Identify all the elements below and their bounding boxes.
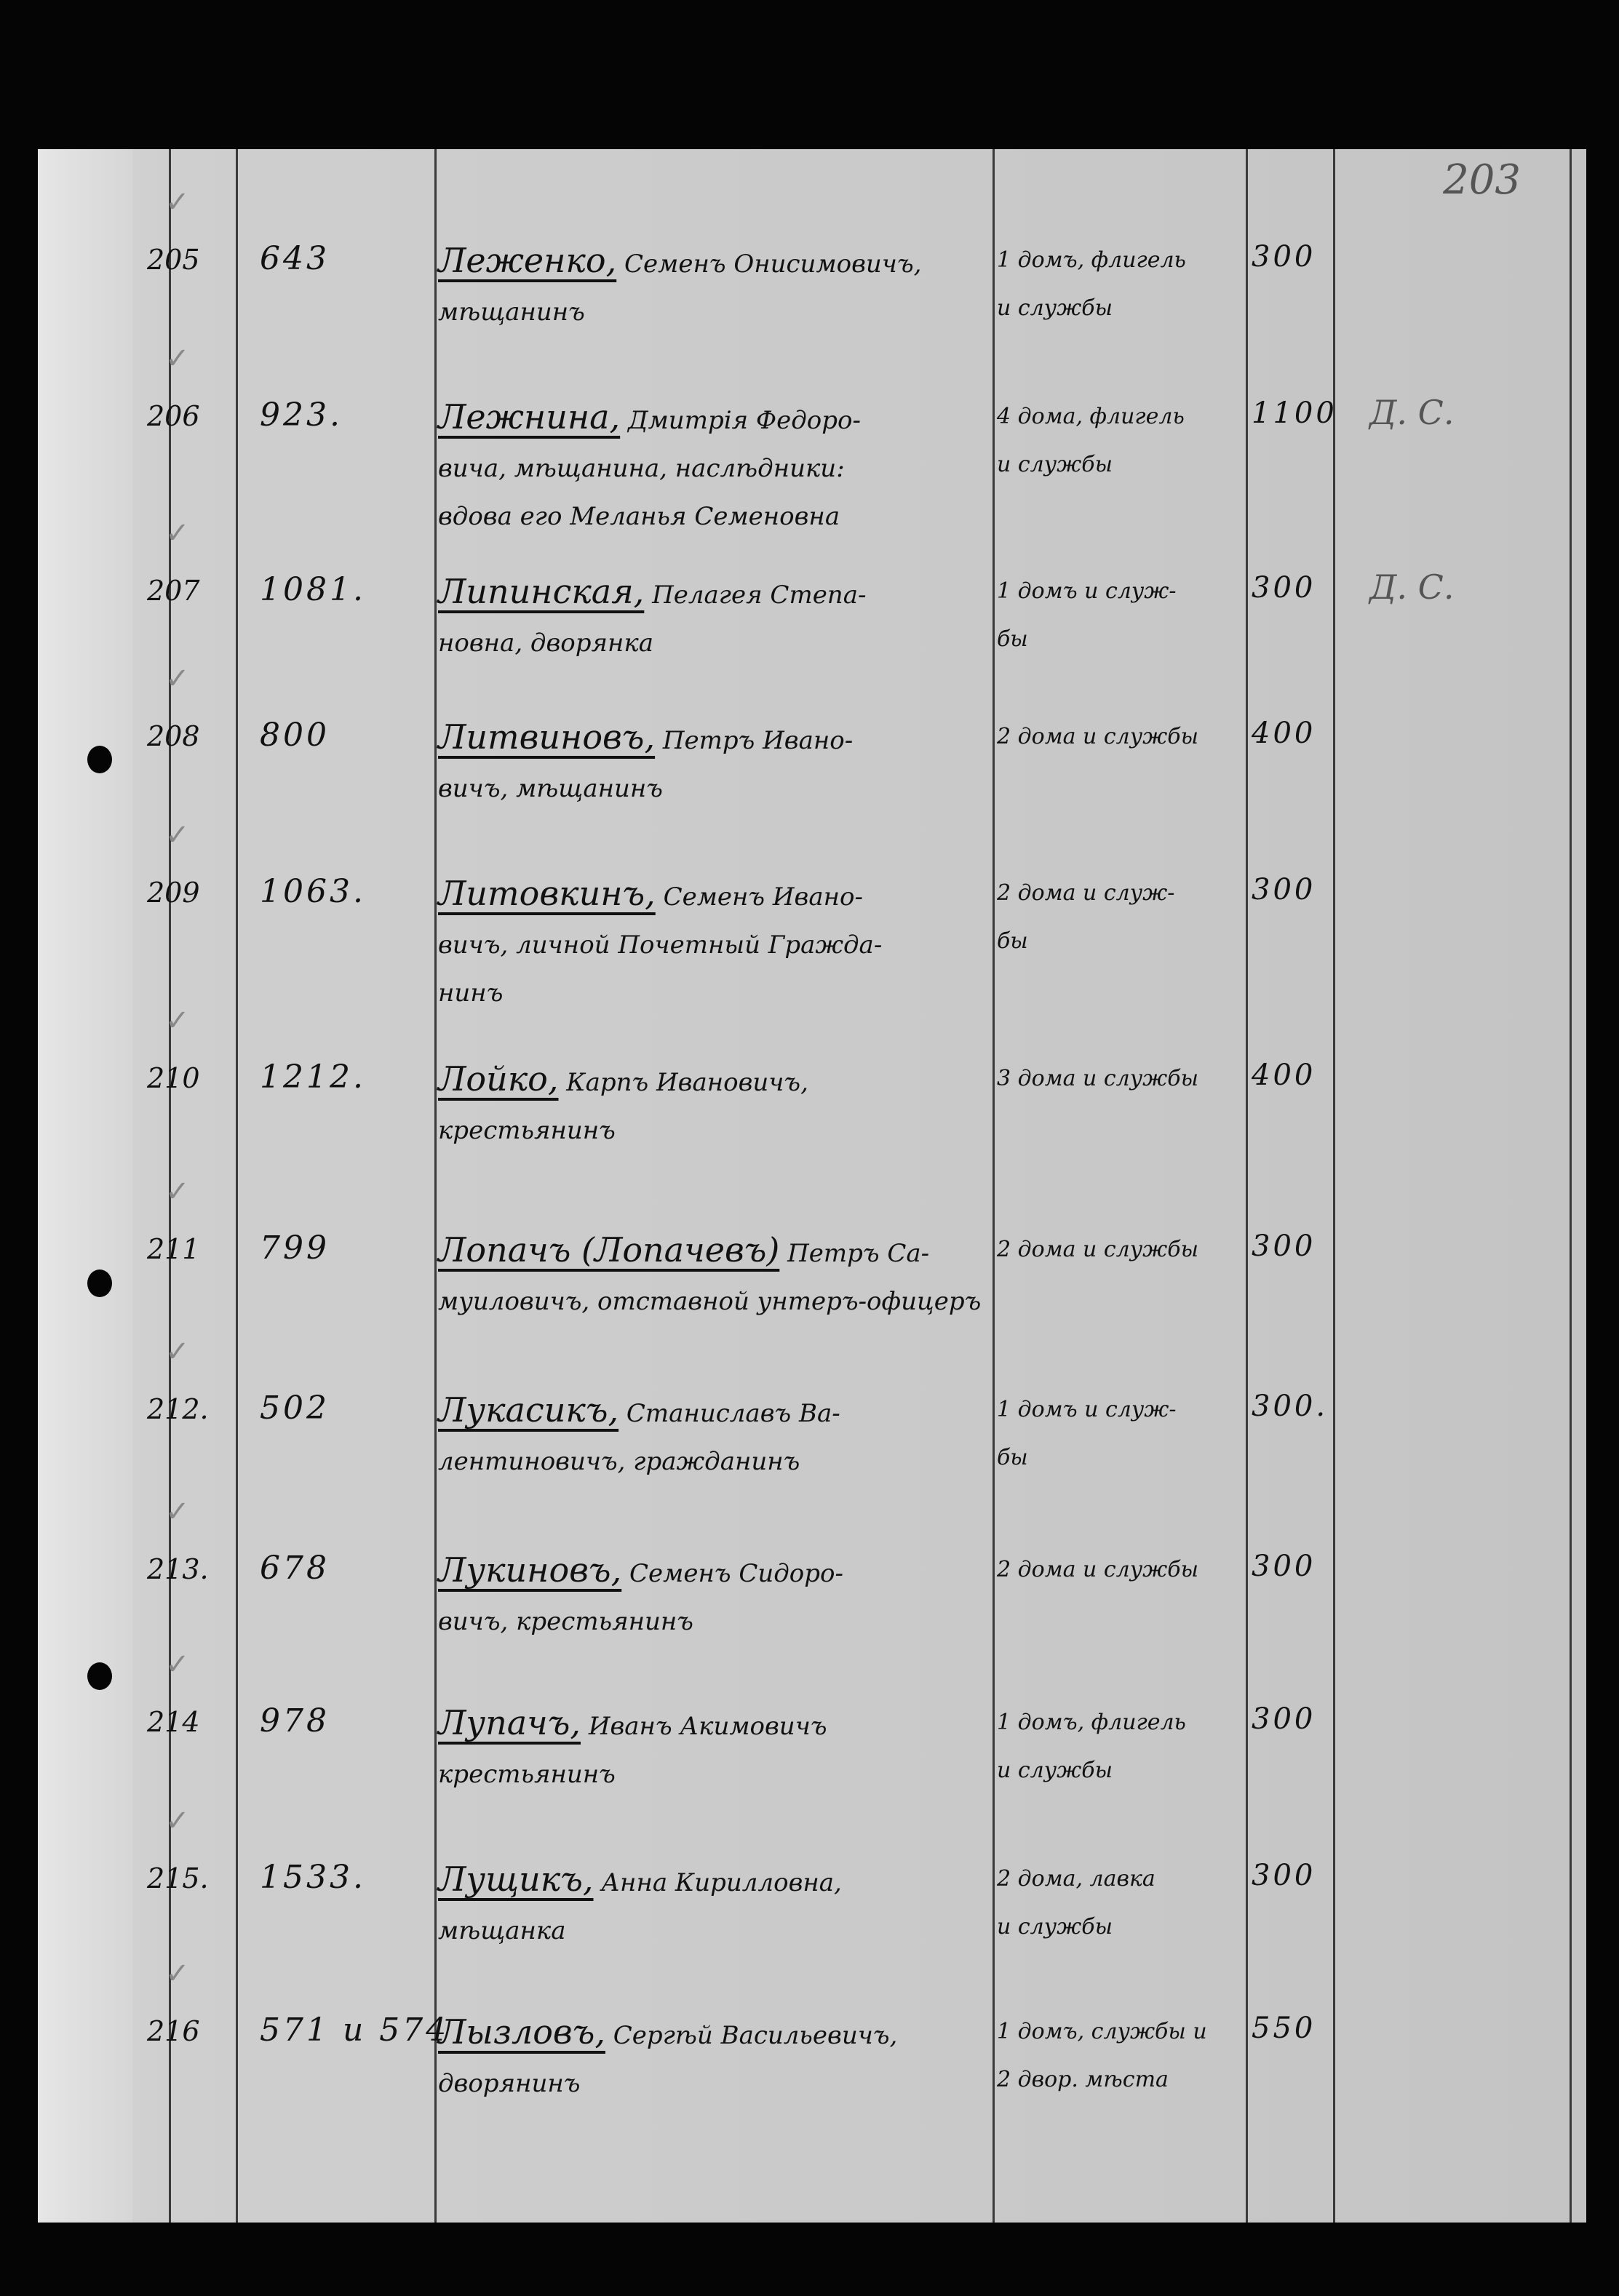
record-id: 1212. xyxy=(260,1059,366,1096)
property-line: 4 дома, флигель xyxy=(997,404,1185,429)
record-id: 502 xyxy=(260,1390,330,1427)
property-description xyxy=(997,2008,1237,2104)
owner-surname: Леженко, xyxy=(438,241,617,280)
property-line: 2 дома и службы xyxy=(997,1557,1199,1582)
column-rule-6 xyxy=(1333,149,1335,2223)
document-page xyxy=(38,149,1586,2223)
column-rule-2 xyxy=(236,149,238,2223)
check-mark-icon: ✓ xyxy=(165,342,190,375)
entry-number: 212. xyxy=(147,1393,209,1425)
margin-note: Д. С. xyxy=(1369,393,1455,432)
owner-given-name: Семенъ Ивано- xyxy=(655,882,863,912)
owner-given-name: Петръ Ивано- xyxy=(655,726,854,755)
owner-given-name: Петръ Са- xyxy=(779,1239,930,1268)
owner-surname: Лопачъ (Лопачевъ) xyxy=(438,1230,780,1269)
entry-number: 207 xyxy=(147,575,200,607)
record-id: 923. xyxy=(260,396,343,434)
assessed-value: 400 xyxy=(1252,717,1316,750)
owner-name xyxy=(438,567,1027,667)
owner-given-name: Анна Кирилловна, xyxy=(593,1868,842,1897)
record-id: 799 xyxy=(260,1229,330,1267)
property-line: 2 дома и служ- xyxy=(997,880,1175,906)
assessed-value: 300 xyxy=(1252,1702,1316,1736)
entry-number: 205 xyxy=(147,244,200,276)
owner-name xyxy=(438,869,1027,1017)
owner-surname: Лойко, xyxy=(438,1059,559,1099)
owner-name-line: вича, мѣщанина, наслѣдники: xyxy=(438,454,845,483)
property-description xyxy=(997,1055,1237,1103)
assessed-value: 300 xyxy=(1252,240,1316,274)
check-mark-icon: ✓ xyxy=(165,1648,190,1681)
column-rule-7 xyxy=(1570,149,1572,2223)
property-line: 1 домъ, флигель xyxy=(997,1710,1186,1735)
owner-surname: Лущикъ, xyxy=(438,1859,594,1899)
entry-number: 210 xyxy=(147,1062,200,1094)
owner-given-name: Карпъ Ивановичъ, xyxy=(558,1068,808,1097)
entry-number: 209 xyxy=(147,877,200,909)
owner-name-line: вдова его Меланья Семеновна xyxy=(438,502,840,531)
entry-number: 213. xyxy=(147,1553,209,1585)
record-id: 678 xyxy=(260,1550,330,1587)
record-id: 1533. xyxy=(260,1859,366,1896)
owner-given-name: Пелагея Степа- xyxy=(644,581,867,610)
owner-name-line: нинъ xyxy=(438,978,504,1008)
property-description xyxy=(997,1226,1237,1274)
property-line: бы xyxy=(997,1445,1028,1470)
owner-name xyxy=(438,1546,1027,1646)
check-mark-icon: ✓ xyxy=(165,1957,190,1990)
check-mark-icon: ✓ xyxy=(165,1495,190,1528)
check-mark-icon: ✓ xyxy=(165,818,190,852)
owner-surname: Лукиновъ, xyxy=(438,1550,622,1590)
assessed-value: 300 xyxy=(1252,1859,1316,1892)
owner-surname: Лежнина, xyxy=(438,397,621,437)
property-line: 2 двор. мѣста xyxy=(997,2067,1169,2092)
owner-name xyxy=(438,1386,1027,1486)
check-mark-icon: ✓ xyxy=(165,662,190,695)
property-description xyxy=(997,1855,1237,1951)
owner-name-line: крестьянинъ xyxy=(438,1760,616,1789)
entry-number: 208 xyxy=(147,720,200,752)
record-id: 643 xyxy=(260,240,330,277)
owner-name-line: вичъ, личной Почетный Гражда- xyxy=(438,930,883,960)
owner-given-name: Семенъ Сидоро- xyxy=(621,1559,843,1588)
owner-name xyxy=(438,1055,1027,1155)
owner-name xyxy=(438,1226,1027,1326)
check-mark-icon: ✓ xyxy=(165,1175,190,1208)
record-id: 978 xyxy=(260,1702,330,1739)
check-mark-icon: ✓ xyxy=(165,517,190,550)
owner-given-name: Иванъ Акимовичъ xyxy=(581,1712,827,1741)
property-description xyxy=(997,236,1237,332)
property-line: и службы xyxy=(997,295,1113,321)
page-number: 203 xyxy=(1443,156,1521,204)
check-mark-icon: ✓ xyxy=(165,1335,190,1368)
owner-name-line: лентиновичъ, гражданинъ xyxy=(438,1447,800,1476)
property-line: 2 дома, лавка xyxy=(997,1866,1155,1892)
property-description xyxy=(997,713,1237,761)
property-line: 3 дома и службы xyxy=(997,1066,1199,1091)
property-line: 1 домъ и служ- xyxy=(997,578,1177,604)
property-description xyxy=(997,869,1237,965)
owner-name xyxy=(438,1855,1027,1955)
record-id: 1063. xyxy=(260,873,366,910)
assessed-value: 300. xyxy=(1252,1390,1329,1423)
property-line: и службы xyxy=(997,1758,1113,1783)
owner-name xyxy=(438,236,1027,336)
property-line: и службы xyxy=(997,1914,1113,1940)
property-line: бы xyxy=(997,928,1028,954)
check-mark-icon: ✓ xyxy=(165,1804,190,1838)
owner-given-name: Сергѣй Васильевичъ, xyxy=(605,2021,898,2050)
assessed-value: 550 xyxy=(1252,2012,1316,2045)
entry-number: 211 xyxy=(147,1233,200,1265)
owner-surname: Лукасикъ, xyxy=(438,1390,619,1430)
owner-surname: Литвиновъ, xyxy=(438,717,656,757)
entry-number: 206 xyxy=(147,400,200,432)
property-line: 1 домъ, флигель xyxy=(997,247,1186,273)
owner-surname: Лупачъ, xyxy=(438,1703,581,1742)
binder-hole xyxy=(87,746,112,773)
owner-surname: Лызловъ, xyxy=(438,2012,605,2052)
owner-given-name: Семенъ Онисимовичъ, xyxy=(616,250,922,279)
owner-name xyxy=(438,2008,1027,2108)
assessed-value: 300 xyxy=(1252,1550,1316,1583)
record-id: 800 xyxy=(260,717,330,754)
assessed-value: 300 xyxy=(1252,1229,1316,1263)
assessed-value: 1100 xyxy=(1252,396,1337,430)
column-rule-5 xyxy=(1246,149,1248,2223)
column-rule-3 xyxy=(434,149,437,2223)
owner-given-name: Дмитрія Федоро- xyxy=(620,406,861,435)
binder-hole xyxy=(87,1662,112,1690)
property-line: 2 дома и службы xyxy=(997,1237,1199,1262)
owner-name xyxy=(438,393,1027,541)
owner-surname: Литовкинъ, xyxy=(438,874,656,913)
property-line: 1 домъ и служ- xyxy=(997,1397,1177,1422)
property-description xyxy=(997,1386,1237,1482)
owner-name xyxy=(438,1699,1027,1798)
owner-name-line: муиловичъ, отставной унтеръ-офицеръ xyxy=(438,1287,982,1316)
property-description xyxy=(997,393,1237,489)
owner-name-line: вичъ, мѣщанинъ xyxy=(438,774,663,803)
owner-name-line: крестьянинъ xyxy=(438,1116,616,1145)
record-id: 571 и 574 xyxy=(260,2012,450,2049)
record-id: 1081. xyxy=(260,571,366,608)
page-margin xyxy=(38,149,132,2223)
property-line: бы xyxy=(997,626,1028,652)
owner-name-line: мѣщанинъ xyxy=(438,298,585,327)
owner-name-line: вичъ, крестьянинъ xyxy=(438,1607,693,1636)
assessed-value: 400 xyxy=(1252,1059,1316,1092)
owner-given-name: Станиславъ Ва- xyxy=(618,1399,840,1428)
entry-number: 216 xyxy=(147,2015,200,2047)
owner-name xyxy=(438,713,1027,813)
owner-surname: Липинская, xyxy=(438,572,645,611)
owner-name-line: дворянинъ xyxy=(438,2069,581,2098)
owner-name-line: мѣщанка xyxy=(438,1916,566,1945)
owner-name-line: новна, дворянка xyxy=(438,629,653,658)
property-line: и службы xyxy=(997,452,1113,477)
binder-hole xyxy=(87,1269,112,1297)
property-description xyxy=(997,1699,1237,1795)
entry-number: 214 xyxy=(147,1706,200,1738)
check-mark-icon: ✓ xyxy=(165,186,190,219)
margin-note: Д. С. xyxy=(1369,567,1455,607)
assessed-value: 300 xyxy=(1252,571,1316,605)
property-description xyxy=(997,1546,1237,1594)
check-mark-icon: ✓ xyxy=(165,1004,190,1037)
assessed-value: 300 xyxy=(1252,873,1316,906)
entry-number: 215. xyxy=(147,1862,209,1894)
property-description xyxy=(997,567,1237,663)
property-line: 2 дома и службы xyxy=(997,724,1199,749)
property-line: 1 домъ, службы и xyxy=(997,2019,1207,2044)
